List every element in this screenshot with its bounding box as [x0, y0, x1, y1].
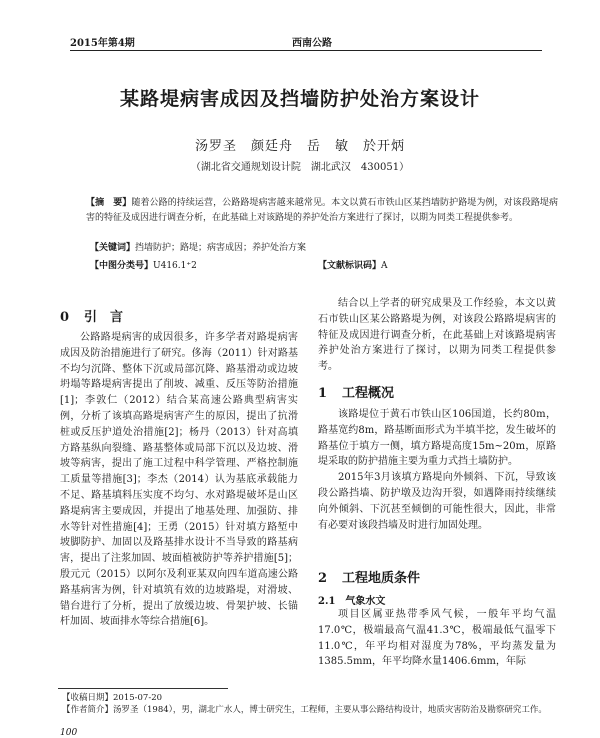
paper-title: 某路堤病害成因及挡墙防护处治方案设计 [119, 88, 480, 110]
header-divider [70, 50, 542, 51]
classification-number [90, 258, 197, 271]
abstract [86, 196, 558, 226]
abstract-label: 【摘 要】 [86, 198, 132, 208]
section-number: 2 [318, 571, 328, 586]
author-list: 汤罗圣 颜廷舟 岳 敏 於开炳 [194, 139, 405, 154]
affiliation: （湖北省交通规划设计院 湖北武汉 430051） [190, 162, 410, 173]
document-code [318, 258, 388, 271]
intro-paragraph-1: 公路路堤病害的成因很多，许多学者对路堤病害成因及防治措施进行了研究。侈海（2011）针对路基不均匀沉降、整体下沉或局部沉降、路基滑动或边坡坍塌等路堤病害提出了削坡、减重、反压等防治措施[1]；李敦仁（2012）结合某高速公路典型病害实例，分析了该填高路堤病害产生的原因，提出了抗滑桩或反压护道处治措施[2]；杨丹（2013）针对高填方路基纵向裂缝、路基整体或局部下沉以及边坡、滑坡等病害，提出了施工过程中科学管理、严格控制施工质量等措施[3]；李杰（2014）认为基底承载能力不足、路基填料压实度不均匀、水对路堤破坏是山区路堤病害主要成因，并提出了地基处理、加强防、排水等针对性措施[4]；王勇（2015）针对填方路堑中坡脚防护、加固以及路基排水设计不当导致的路基病害，提出了注浆加固、坡面植被防护等养护措施[5]；殷元元（2015）以阿尔及利亚某双向四车道高速公路路基病害为例，针对填筑有效的边坡路堤，对滑坡、错台进行了分析，提出了放缓边坡、骨架护坡、长锚杆加固、坡面排水等综合措施[6]。 [60, 332, 298, 628]
section-1-paragraph-1: 该路堤位于黄石市铁山区106国道，长约80m，路基宽约8m，路基断面形式为半填半挖，发生破坏的路基位于填方一侧，填方路堤高度15m~20m，原路堤采取的防护措施主要为重力式挡土墙防护。 [318, 409, 556, 468]
classification-value: U416.1⁺2 [153, 261, 197, 271]
left-column [60, 330, 298, 630]
section-heading-2 [318, 567, 420, 586]
section-heading-intro [60, 306, 123, 325]
subsection-number: 2.1 [318, 596, 336, 607]
subsection-title: 气象水文 [345, 596, 386, 607]
footnote-divider [58, 688, 228, 689]
page-number: 100 [60, 728, 78, 738]
section-2-1-paragraph-1: 项目区属亚热带季风气候，一般年平均气温17.0℃，极端最高气温41.3℃，极端最低气温零下11.0℃，年平均相对湿度为78%，平均蒸发量为1385.5mm，年平均降水量1406.6mm，年际 [318, 609, 556, 668]
section-title: 工程概况 [342, 386, 395, 401]
journal-name: 西南公路 [292, 38, 332, 49]
keywords-text: 挡墙防护；路堤；病害成因；养护处治方案 [135, 243, 307, 253]
section-heading-1 [318, 382, 394, 401]
doc-code-value: A [381, 261, 388, 271]
section-title: 引 言 [84, 310, 124, 325]
received-date: 【收稿日期】2015-07-20 [62, 693, 163, 703]
right-column-top [318, 296, 556, 375]
intro-paragraph-2: 结合以上学者的研究成果及工作经验，本文以黄石市铁山区某公路路堤为例，对该段公路路堤病害的特征及成因进行调查分析，在此基础上对该路堤病害养护处治方案进行了探讨，以期为同类工程提供参考。 [318, 298, 556, 373]
issue-label: 2015年第4期 [70, 38, 135, 49]
classification-label: 【中图分类号】 [90, 261, 154, 271]
abstract-text: 随着公路的持续运营，公路路堤病害越来越常见。本文以黄石市铁山区某挡墙防护路堤为例，对该段路堤病害的特征及成因进行调查分析，在此基础上对该路堤的养护处治方案进行了探讨，以期为同类工程提供参考。 [86, 198, 558, 223]
keywords-label: 【关键词】 [90, 243, 136, 253]
subsection-heading-2-1 [318, 592, 385, 607]
author-bio: 【作者简介】汤罗圣（1984），男，湖北广水人，博士研究生，工程师，主要从事公路结构设计，地质灾害防治及勘察研究工作。 [62, 705, 547, 715]
section-1-paragraph-2: 2015年3月该填方路堤向外倾斜、下沉，导致该段公路挡墙、防护墩及边沟开裂，如遇降雨持续继续向外倾斜、下沉甚至倾倒的可能性很大，因此，非常有必要对该段挡墙及时进行加固处理。 [318, 472, 556, 531]
section-number: 0 [60, 310, 70, 325]
section-2-1-body [318, 607, 556, 670]
running-header [70, 34, 542, 48]
doc-code-label: 【文献标识码】 [318, 261, 382, 271]
keywords [90, 240, 560, 253]
section-1-body [318, 407, 556, 533]
section-number: 1 [318, 386, 328, 401]
section-title: 工程地质条件 [342, 571, 421, 586]
